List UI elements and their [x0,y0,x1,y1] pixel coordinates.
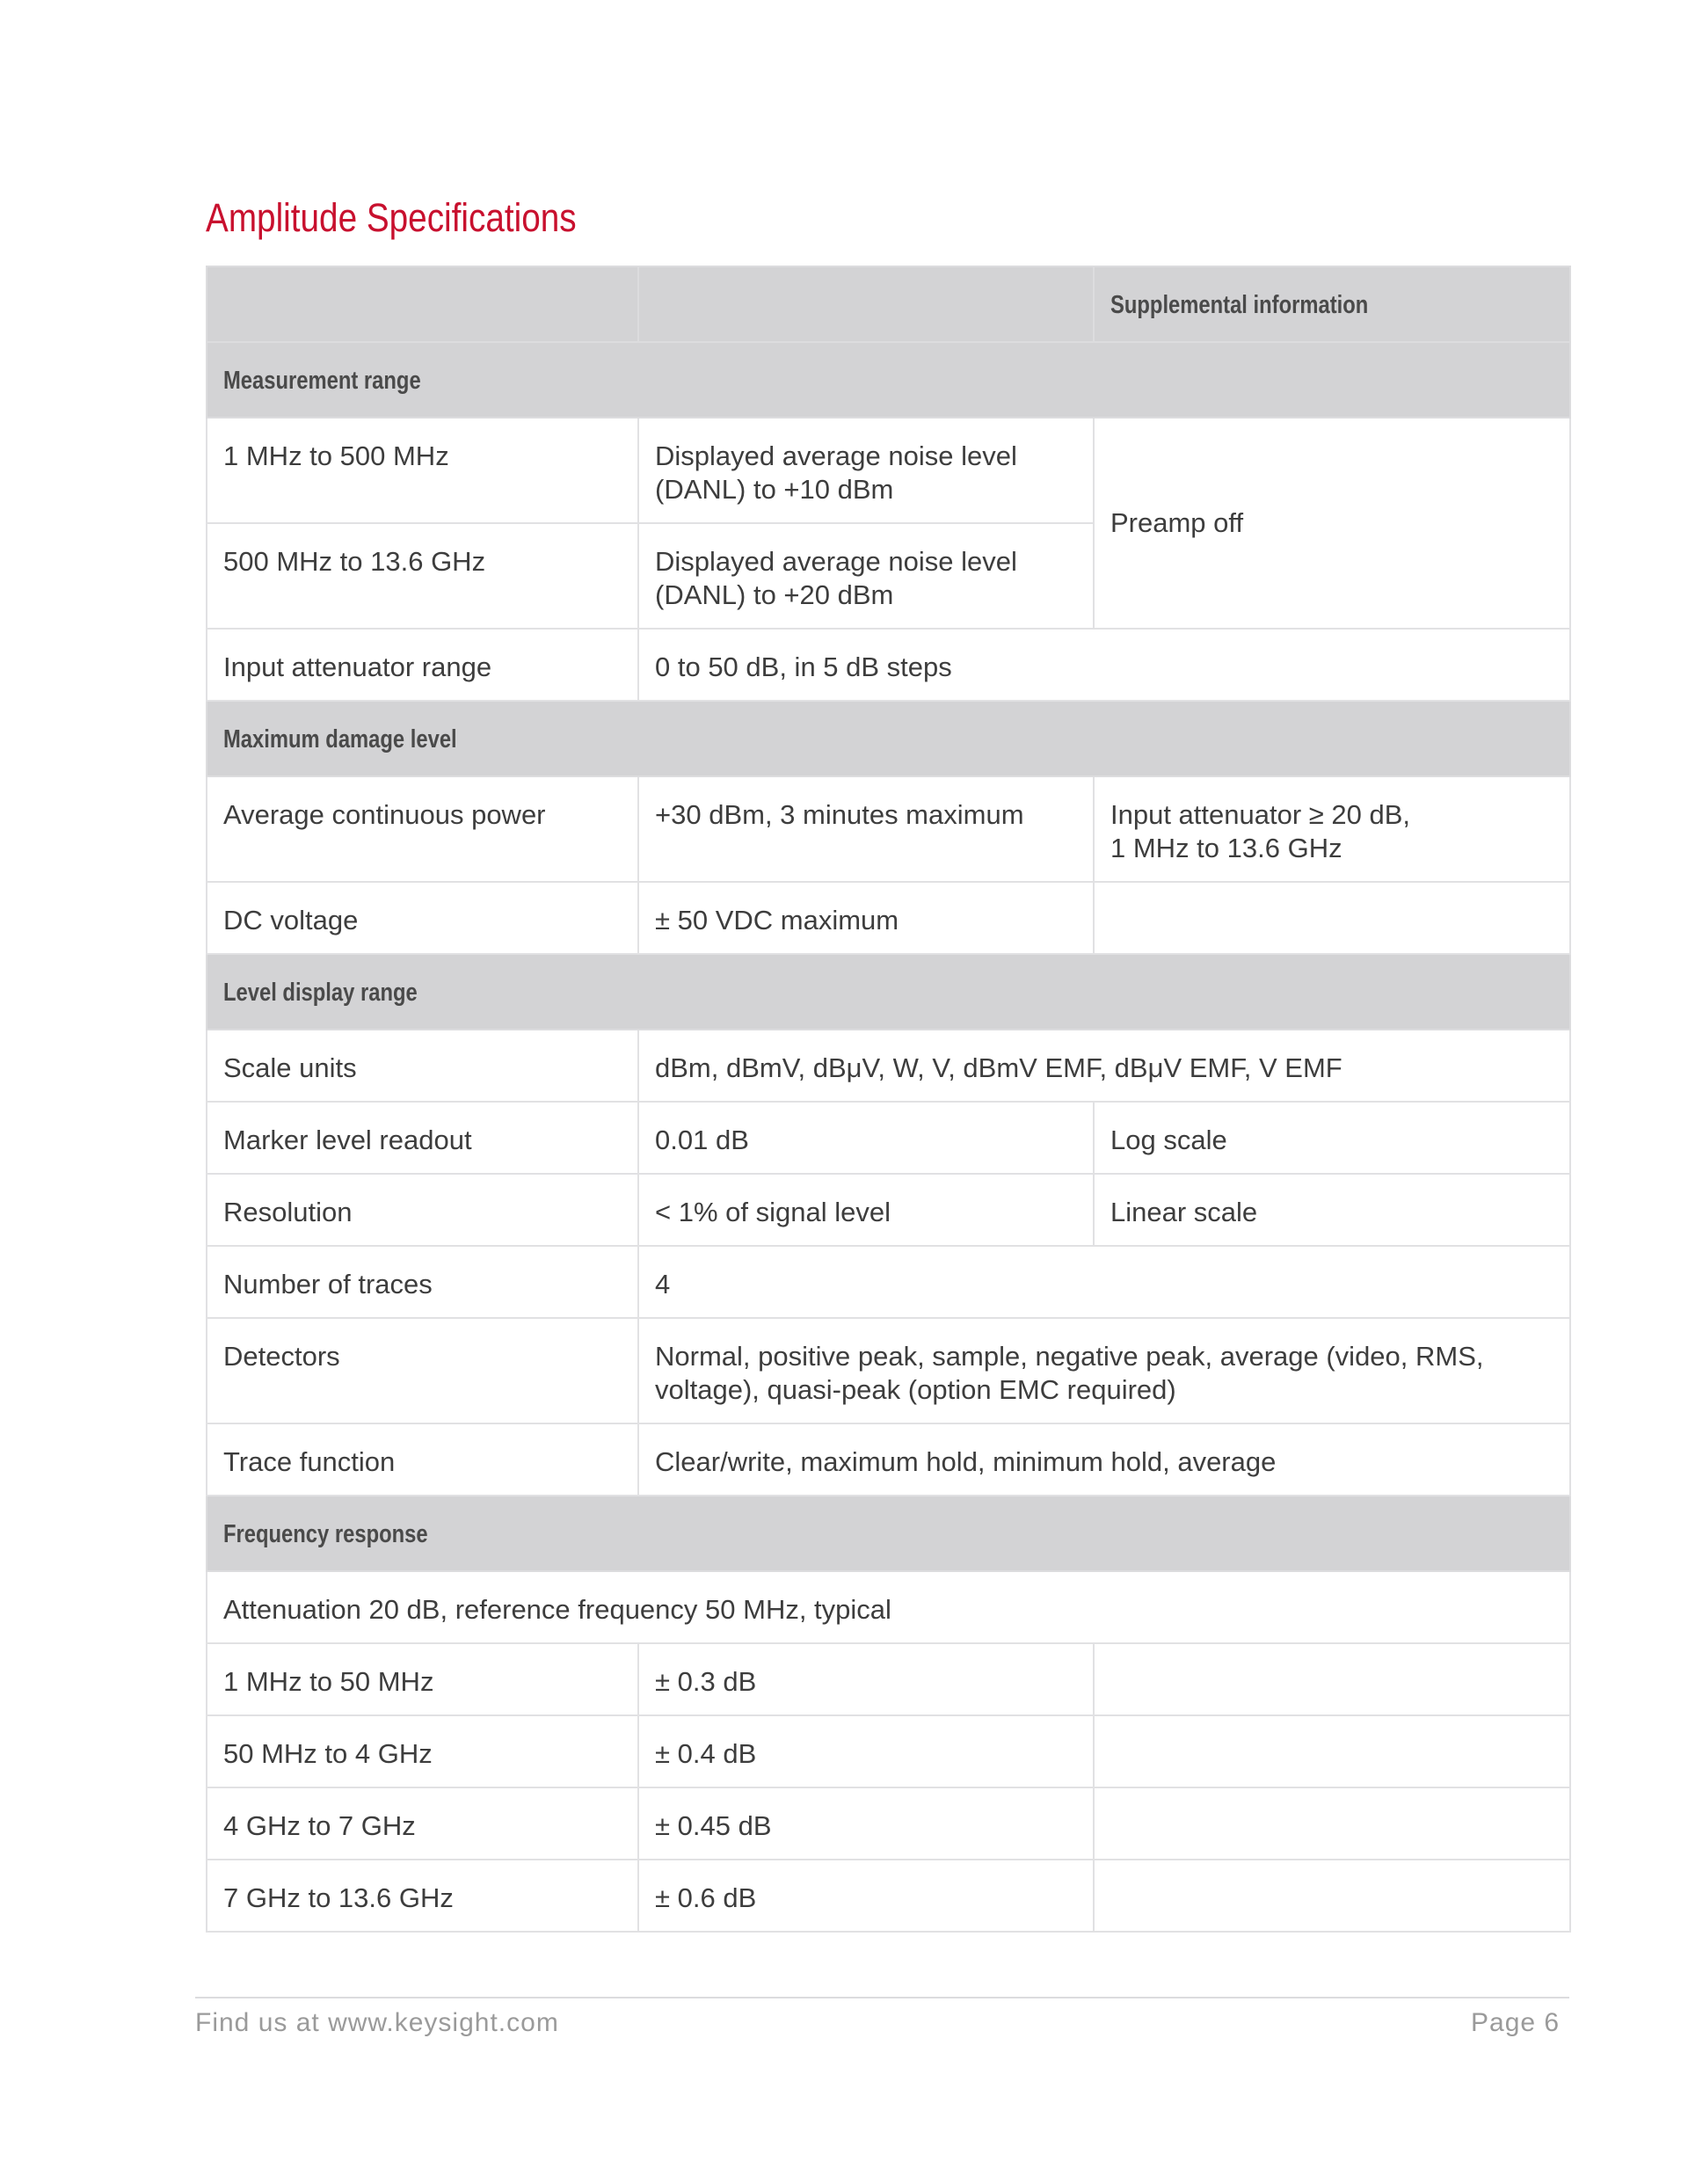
table-row [207,418,1570,523]
row-label: Marker level readout [207,1102,638,1174]
table-row [207,1860,1570,1932]
section-header-level-display-range [207,954,1570,1030]
row-value: +30 dBm, 3 minutes maximum [638,776,1094,882]
section-title: Level display range [223,979,418,1007]
row-note-empty [1094,1787,1570,1860]
row-label: Input attenuator range [207,629,638,701]
table-row [207,1030,1570,1102]
header-cell-empty [207,266,638,342]
table-row [207,1643,1570,1715]
row-value: 0.01 dB [638,1102,1094,1174]
row-value: Normal, positive peak, sample, negative peak, average (video, RMS, voltage), quasi-peak (option EMC required) [638,1318,1570,1423]
table-row [207,882,1570,954]
row-value: dBm, dBmV, dBμV, W, V, dBmV EMF, dBμV EMF, V EMF [638,1030,1570,1102]
row-label: Resolution [207,1174,638,1246]
table-row [207,1715,1570,1787]
row-note-empty [1094,1860,1570,1932]
row-label: 500 MHz to 13.6 GHz [207,523,638,629]
row-value: 0 to 50 dB, in 5 dB steps [638,629,1570,701]
row-value: ± 0.6 dB [638,1860,1094,1932]
row-condition: Attenuation 20 dB, reference frequency 50 MHz, typical [207,1571,1570,1643]
row-label: DC voltage [207,882,638,954]
row-value: ± 0.45 dB [638,1787,1094,1860]
row-note: Log scale [1094,1102,1570,1174]
row-note: Preamp off [1094,418,1570,629]
table-header-row [207,266,1570,342]
row-value: ± 50 VDC maximum [638,882,1094,954]
table-row [207,1571,1570,1643]
row-label: Trace function [207,1423,638,1496]
row-label: Average continuous power [207,776,638,882]
section-header-frequency-response [207,1496,1570,1571]
row-label: Detectors [207,1318,638,1423]
row-note-empty [1094,882,1570,954]
row-label: 50 MHz to 4 GHz [207,1715,638,1787]
row-value: Displayed average noise level (DANL) to +20 dBm [638,523,1094,629]
row-note-empty [1094,1715,1570,1787]
note-line: 1 MHz to 13.6 GHz [1110,833,1342,863]
row-note: Linear scale [1094,1174,1570,1246]
table-row [207,1423,1570,1496]
section-header-maximum-damage-level [207,701,1570,776]
row-label: 1 MHz to 500 MHz [207,418,638,523]
row-value: < 1% of signal level [638,1174,1094,1246]
footer-divider [195,1997,1569,1998]
amplitude-spec-table [206,266,1571,1933]
table-row [207,1174,1570,1246]
footer-page-number: Page 6 [1471,2008,1561,2037]
row-value: ± 0.3 dB [638,1643,1094,1715]
page-title: Amplitude Specifications [206,195,577,240]
footer-website: Find us at www.keysight.com [195,2008,559,2037]
row-value: 4 [638,1246,1570,1318]
row-note-empty [1094,1643,1570,1715]
row-label: Number of traces [207,1246,638,1318]
table-row [207,629,1570,701]
table-row [207,1318,1570,1423]
row-label: 1 MHz to 50 MHz [207,1643,638,1715]
row-value: Displayed average noise level (DANL) to +10 dBm [638,418,1094,523]
row-label: 7 GHz to 13.6 GHz [207,1860,638,1932]
header-cell-empty [638,266,1094,342]
table-row [207,1102,1570,1174]
section-header-measurement-range [207,342,1570,418]
table-row [207,776,1570,882]
section-title: Measurement range [223,367,421,395]
row-value: ± 0.4 dB [638,1715,1094,1787]
table-row [207,1787,1570,1860]
row-label: Scale units [207,1030,638,1102]
note-line: Input attenuator ≥ 20 dB, [1110,799,1411,830]
section-title: Frequency response [223,1520,428,1548]
section-title: Maximum damage level [223,725,457,753]
row-value: Clear/write, maximum hold, minimum hold, average [638,1423,1570,1496]
row-label: 4 GHz to 7 GHz [207,1787,638,1860]
table-row [207,1246,1570,1318]
row-note [1094,776,1570,882]
header-supplemental: Supplemental information [1094,266,1570,342]
